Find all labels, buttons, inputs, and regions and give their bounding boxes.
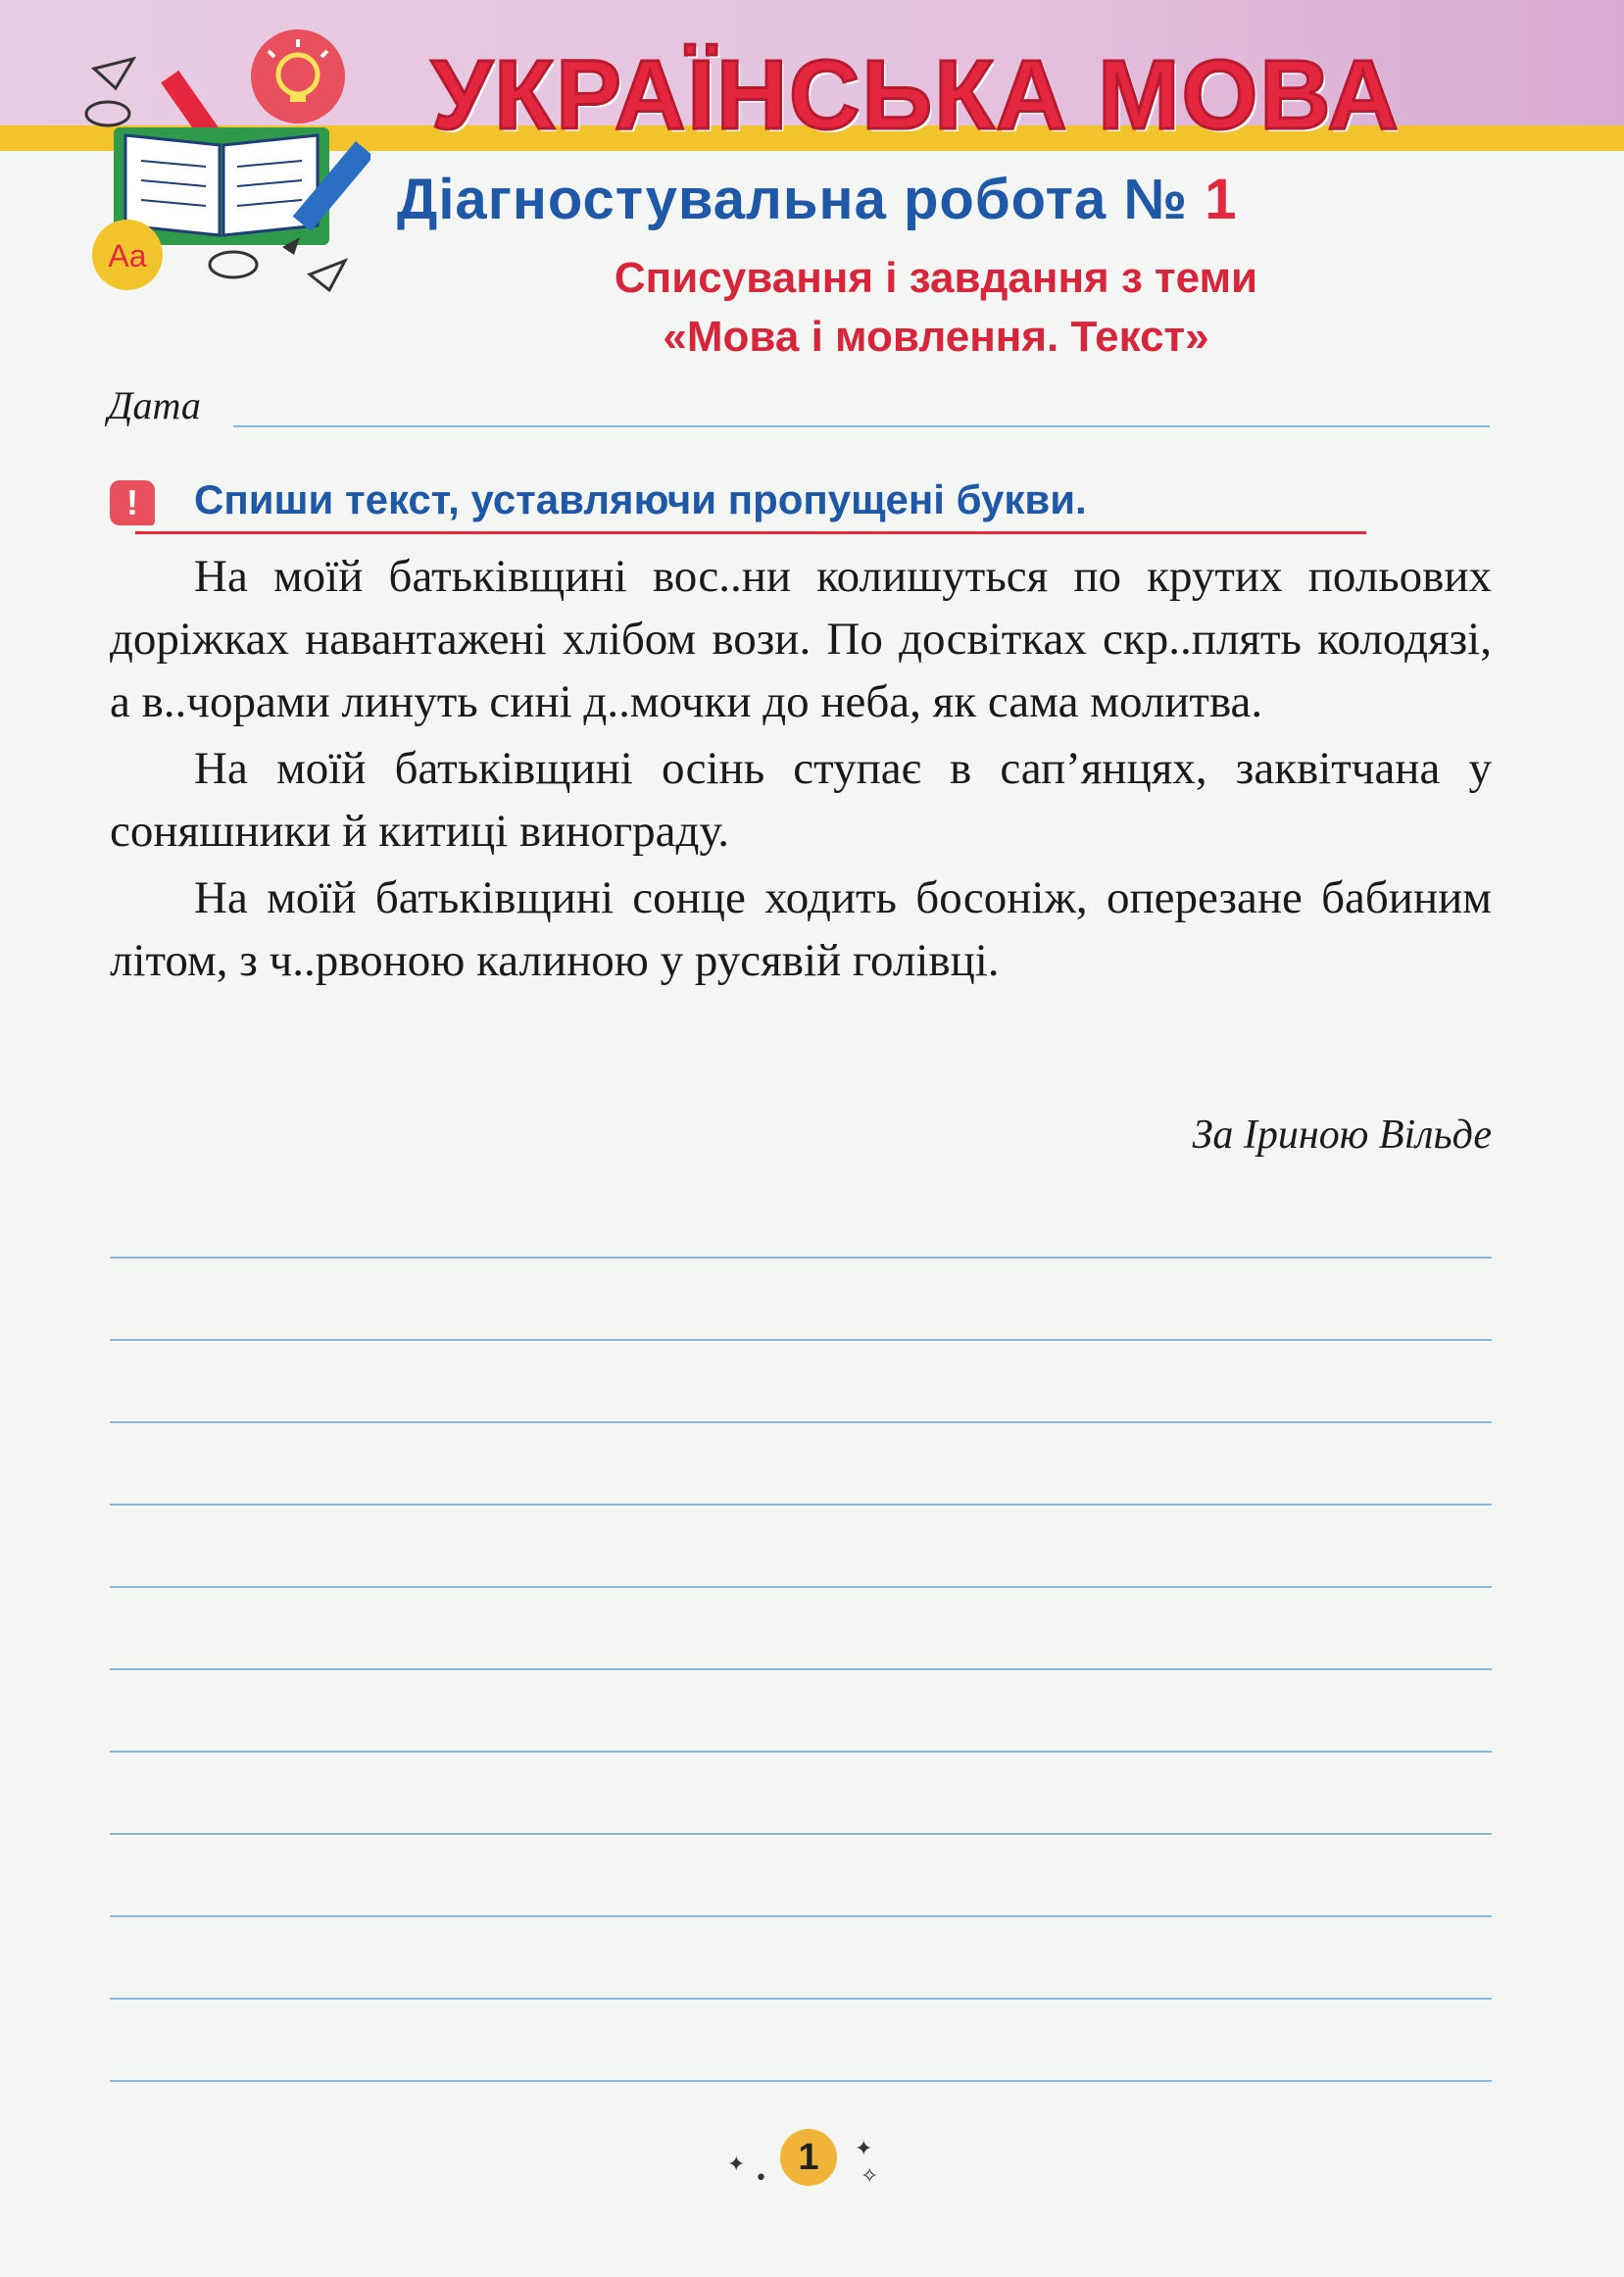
writing-line[interactable] <box>110 1917 1492 2000</box>
subject-logo <box>76 29 370 323</box>
subtitle-line-1: Списування і завдання з теми <box>614 254 1258 302</box>
work-number: 1 <box>1205 168 1238 231</box>
task-text: Спиши текст, уставляючи пропущені букви. <box>194 476 1087 522</box>
writing-line[interactable] <box>110 1588 1492 1670</box>
writing-line[interactable] <box>110 1341 1492 1423</box>
writing-line[interactable] <box>110 1259 1492 1341</box>
work-title-text: Діагностувальна робота № <box>397 168 1189 231</box>
work-subtitle <box>421 249 1451 367</box>
writing-line[interactable] <box>110 1670 1492 1753</box>
text-paragraph-1: На моїй батьківщині вос..ни колишуться по крутих польових доріжках навантажені хлібом вози. По досвітках скр..плять колодязі, а в..чорами линуть сині д..мочки до неба, як сама молитва. <box>110 551 1492 727</box>
writing-lines[interactable] <box>110 1176 1492 2082</box>
star-decoration: ✦ <box>727 2153 746 2177</box>
text-author: За Іриною Вільде <box>1192 1113 1492 1158</box>
writing-line[interactable] <box>110 1176 1492 1259</box>
writing-line[interactable] <box>110 1423 1492 1506</box>
writing-line[interactable] <box>110 1835 1492 1917</box>
logo-letters: Aa <box>108 238 147 273</box>
dot-decoration: • <box>755 2166 767 2191</box>
dictation-text <box>110 545 1492 996</box>
date-field-line[interactable] <box>233 425 1490 427</box>
date-row <box>108 382 1490 437</box>
task-instruction <box>110 472 1384 531</box>
writing-line[interactable] <box>110 1506 1492 1588</box>
exclamation-icon: ! <box>110 480 155 525</box>
subtitle-line-2: «Мова і мовлення. Текст» <box>663 313 1209 361</box>
subject-title: УКРАЇНСЬКА МОВА <box>431 40 1401 150</box>
task-underline <box>135 531 1366 534</box>
work-title <box>397 165 1524 235</box>
star-decoration: ✧ <box>861 2164 879 2189</box>
text-paragraph-3: На моїй батьківщині сонце ходить босоніж, оперезане бабиним літом, з ч..рвоною калиною у русявій голівці. <box>110 872 1492 986</box>
writing-line[interactable] <box>110 2000 1492 2082</box>
date-label: Дата <box>108 383 201 427</box>
star-decoration: ✦ <box>855 2137 873 2161</box>
page-number: 1 <box>780 2129 837 2186</box>
lightbulb-icon <box>251 29 345 124</box>
writing-line[interactable] <box>110 1753 1492 1835</box>
text-paragraph-2: На моїй батьківщині осінь ступає в сап’янцях, заквітчана у соняшники й китиці винограду. <box>110 743 1492 857</box>
letters-badge <box>92 220 163 290</box>
